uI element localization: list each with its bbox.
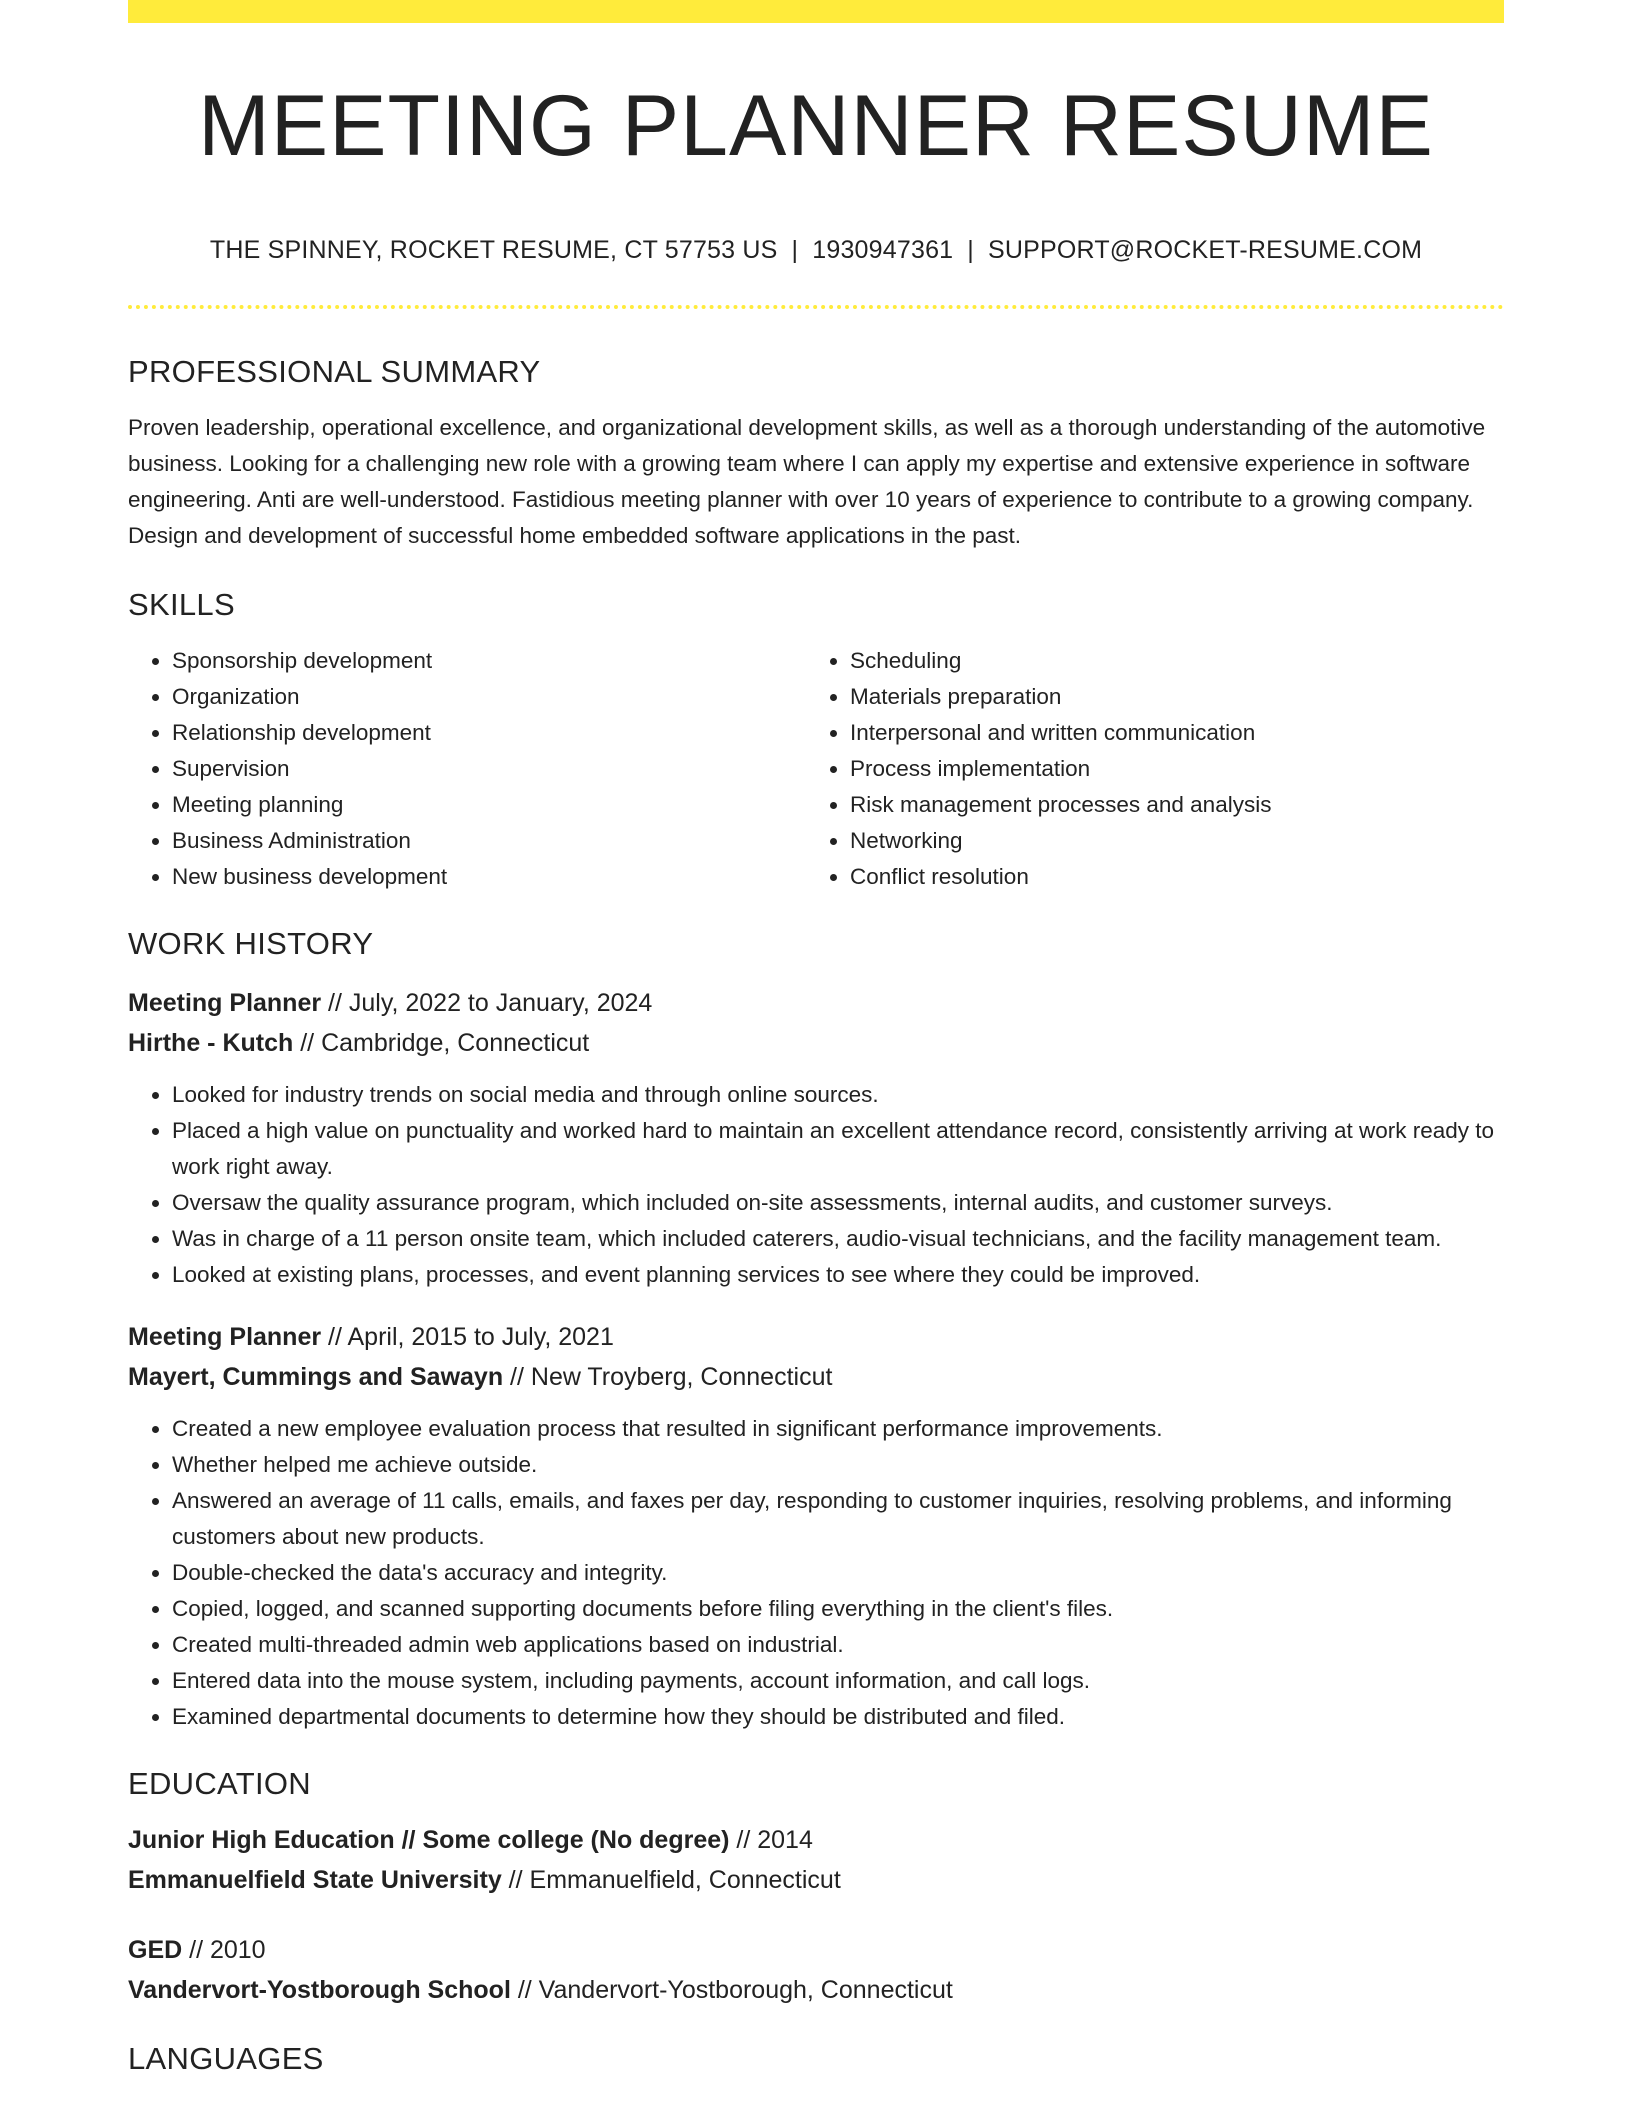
job-bullet: • Was in charge of a 11 person onsite team, which included caterers, audio-visual technicians, and the facility management team.	[172, 1221, 1504, 1257]
education-year: // 2010	[182, 1935, 266, 1964]
education-school: Vandervort-Yostborough School	[128, 1975, 511, 2004]
skill-item: • Risk management processes and analysis	[850, 787, 1484, 823]
skill-item: • Sponsorship development	[172, 643, 806, 679]
job-title-line	[128, 1317, 1504, 1357]
section-heading-education: EDUCATION	[128, 1765, 311, 1801]
job-dates: // July, 2022 to January, 2024	[321, 988, 653, 1017]
job-bullets	[128, 1411, 1504, 1735]
section-heading-skills: SKILLS	[128, 587, 235, 623]
job-bullet: • Answered an average of 11 calls, emails, and faxes per day, responding to customer inquiries, resolving problems, and informing customers about new products.	[172, 1483, 1504, 1555]
contact-separator: |	[967, 236, 974, 264]
contact-address: THE SPINNEY, ROCKET RESUME, CT 57753 US	[209, 236, 778, 264]
education-degree-line	[128, 1820, 1504, 1860]
job-bullet: • Entered data into the mouse system, including payments, account information, and call logs.	[172, 1663, 1504, 1699]
job-bullet: • Double-checked the data's accuracy and integrity.	[172, 1555, 1504, 1591]
skills-list-left	[128, 643, 806, 895]
job-location: // Cambridge, Connecticut	[293, 1028, 590, 1057]
education-section	[128, 1765, 1504, 2010]
skill-item: • Supervision	[172, 751, 806, 787]
section-heading-work: WORK HISTORY	[128, 926, 374, 962]
skill-item: • Scheduling	[850, 643, 1484, 679]
education-degree-line	[128, 1930, 1504, 1970]
education-location: // Vandervort-Yostborough, Connecticut	[510, 1975, 953, 2004]
top-accent-bar	[128, 0, 1504, 23]
job-company-line	[128, 1023, 1504, 1063]
languages-section	[128, 2040, 1504, 2077]
skill-item: • Organization	[172, 679, 806, 715]
job-title: Meeting Planner	[128, 1322, 322, 1351]
contact-email: SUPPORT@ROCKET-RESUME.COM	[988, 236, 1423, 264]
skill-item: • Meeting planning	[172, 787, 806, 823]
contact-line	[128, 235, 1504, 265]
education-degree: GED	[128, 1935, 183, 1964]
job-dates: // April, 2015 to July, 2021	[321, 1322, 614, 1351]
education-school: Emmanuelfield State University	[128, 1865, 502, 1894]
job-bullets	[128, 1077, 1504, 1293]
skills-columns	[128, 643, 1504, 895]
contact-phone: 1930947361	[812, 236, 954, 264]
job-bullet: • Placed a high value on punctuality and worked hard to maintain an excellent attendance record, consistently arriving at work ready to work right away.	[172, 1113, 1504, 1185]
job-bullet: • Oversaw the quality assurance program, which included on-site assessments, internal audits, and customer surveys.	[172, 1185, 1504, 1221]
resume-page	[128, 0, 1504, 2077]
job-bullet: • Created multi-threaded admin web applications based on industrial.	[172, 1627, 1504, 1663]
education-year: // 2014	[729, 1825, 813, 1854]
job-bullet: • Whether helped me achieve outside.	[172, 1447, 1504, 1483]
skills-list-right	[806, 643, 1484, 895]
education-location: // Emmanuelfield, Connecticut	[501, 1865, 841, 1894]
skill-item: • Process implementation	[850, 751, 1484, 787]
job-bullet: • Looked at existing plans, processes, and event planning services to see where they could be improved.	[172, 1257, 1504, 1293]
contact-separator: |	[791, 236, 799, 264]
skill-item: • Networking	[850, 823, 1484, 859]
skill-item: • Business Administration	[172, 823, 806, 859]
dotted-divider	[128, 305, 1504, 309]
work-history-section	[128, 925, 1504, 1734]
education-entry	[128, 1930, 1504, 2010]
skill-item: • Relationship development	[172, 715, 806, 751]
job-bullet: • Looked for industry trends on social media and through online sources.	[172, 1077, 1504, 1113]
job-company: Mayert, Cummings and Sawayn	[128, 1362, 504, 1391]
job-company: Hirthe - Kutch	[128, 1028, 294, 1057]
section-heading-languages: LANGUAGES	[128, 2040, 324, 2076]
job-location: // New Troyberg, Connecticut	[503, 1362, 833, 1391]
education-school-line	[128, 1860, 1504, 1900]
skill-item: • Interpersonal and written communication	[850, 715, 1484, 751]
job-entry	[128, 983, 1504, 1293]
summary-section	[128, 353, 1504, 554]
skills-section	[128, 586, 1504, 895]
skill-item: • Conflict resolution	[850, 859, 1484, 895]
summary-text: Proven leadership, operational excellence, and organizational development skills, as well as a thorough understanding of the automotive business. Looking for a challenging new role with a growing team where I can apply my expertise and extensive experience in software engineering. Anti are well-understood. Fastidious meeting planner with over 10 years of experience to contribute to a growing company. Design and development of successful home embedded software applications in the past.	[128, 415, 1486, 549]
skill-item: • New business development	[172, 859, 806, 895]
job-bullet: • Created a new employee evaluation process that resulted in significant performance improvements.	[172, 1411, 1504, 1447]
education-school-line	[128, 1970, 1504, 2010]
job-title: Meeting Planner	[128, 988, 322, 1017]
job-bullet: • Examined departmental documents to determine how they should be distributed and filed.	[172, 1699, 1504, 1735]
education-degree: Junior High Education // Some college (No degree)	[128, 1825, 730, 1854]
job-bullet: • Copied, logged, and scanned supporting documents before filing everything in the client's files.	[172, 1591, 1504, 1627]
section-heading-summary: PROFESSIONAL SUMMARY	[128, 354, 541, 389]
job-title-line	[128, 983, 1504, 1023]
job-company-line	[128, 1357, 1504, 1397]
job-entry	[128, 1317, 1504, 1735]
resume-title: MEETING PLANNER RESUME	[198, 78, 1434, 174]
skill-item: • Materials preparation	[850, 679, 1484, 715]
education-entry	[128, 1820, 1504, 1900]
